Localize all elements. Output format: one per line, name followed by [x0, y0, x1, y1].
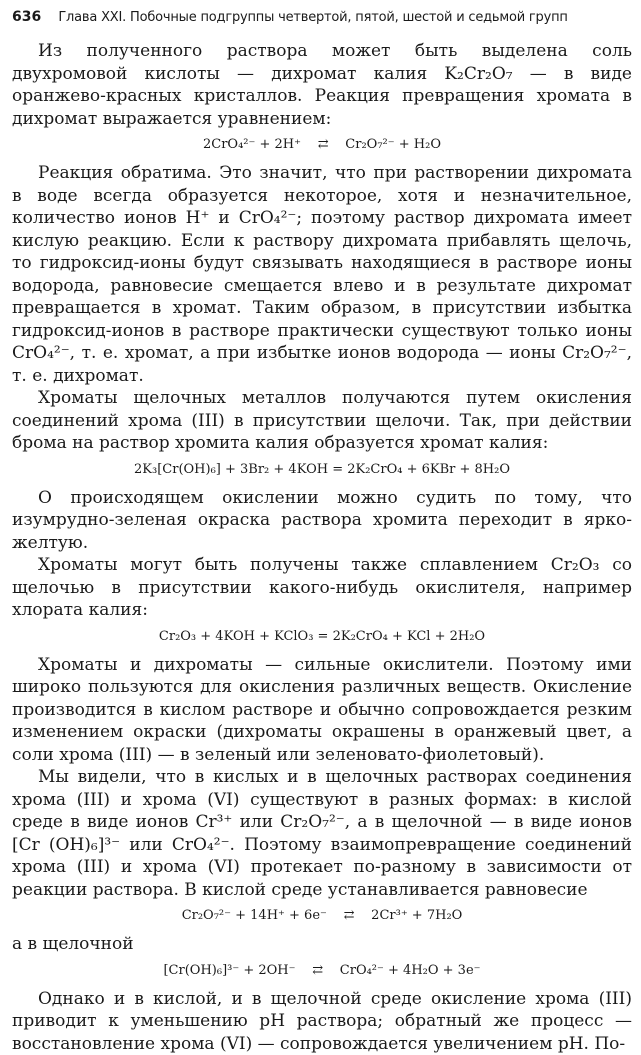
paragraph-1: Из полученного раствора может быть выделена соль двухромовой кислоты — дихромат калия K₂Cr₂O₇ — в виде оранжево-красных кристаллов. Реакция превращения хромата в дихромат выражается уравнением: — [12, 40, 632, 130]
paragraph-8: а в щелочной — [12, 933, 632, 956]
equation-1 — [12, 134, 632, 156]
equation-2: 2K₃[Cr(OH)₆] + 3Br₂ + 4KOH = 2K₂CrO₄ + 6KBr + 8H₂O — [12, 459, 632, 481]
paragraph-3: Хроматы щелочных металлов получаются путем окисления соединений хрома (III) в присутствии щелочи. Так, при действии брома на раствор хромита калия образуется хромат калия: — [12, 387, 632, 455]
equation-5 — [12, 960, 632, 982]
paragraph-4: О происходящем окислении можно судить по тому, что изумрудно-зеленая окраска раствора хромита переходит в ярко-желтую. — [12, 487, 632, 555]
equation-5-right: CrO₄²⁻ + 4H₂O + 3e⁻ — [340, 963, 481, 978]
equation-4 — [12, 905, 632, 927]
equation-4-right: 2Cr³⁺ + 7H₂O — [371, 908, 462, 923]
paragraph-7: Мы видели, что в кислых и в щелочных растворах соединения хрома (III) и хрома (VI) существуют в разных формах: в кислой среде в виде ионов Cr³⁺ или Cr₂O₇²⁻, а в щелочной — в виде ионов [Cr (OH)₆]³⁻ или CrO₄²⁻. Поэтому взаимопревращение соединений хрома (III) и хрома (VI) протекает по-разному в зависимости от реакции раствора. В кислой среде устанавливается равновесие — [12, 766, 632, 901]
equilibrium-arrow-icon: ⇄ — [300, 960, 336, 982]
paragraph-9: Однако и в кислой, и в щелочной среде окисление хрома (III) приводит к уменьшению pH раствора; обратный же процесс — восстановление хрома (VI) — сопровождается увеличением pH. По- — [12, 988, 632, 1055]
equation-3: Cr₂O₃ + 4KOH + KClO₃ = 2K₂CrO₄ + KCl + 2H₂O — [12, 626, 632, 648]
page-header — [12, 6, 634, 30]
equation-5-left: [Cr(OH)₆]³⁻ + 2OH⁻ — [163, 963, 295, 978]
equation-1-right: Cr₂O₇²⁻ + H₂O — [345, 137, 441, 152]
equation-4-left: Cr₂O₇²⁻ + 14H⁺ + 6e⁻ — [182, 908, 327, 923]
equilibrium-arrow-icon: ⇄ — [305, 134, 341, 156]
equation-1-left: 2CrO₄²⁻ + 2H⁺ — [203, 137, 301, 152]
equilibrium-arrow-icon: ⇄ — [331, 905, 367, 927]
page-body — [12, 40, 632, 1055]
running-title: Глава XXI. Побочные подгруппы четвертой, пятой, шестой и седьмой групп — [58, 10, 567, 25]
paragraph-5: Хроматы могут быть получены также сплавлением Cr₂O₃ со щелочью в присутствии какого-нибудь окислителя, например хлората калия: — [12, 554, 632, 622]
page-number: 636 — [12, 9, 41, 25]
paragraph-6: Хроматы и дихроматы — сильные окислители. Поэтому ими широко пользуются для окисления различных веществ. Окисление производится в кислом растворе и обычно сопровождается резким изменением окраски (дихроматы окрашены в оранжевый цвет, а соли хрома (III) — в зеленый или зеленовато-фиолетовый). — [12, 654, 632, 767]
paragraph-2: Реакция обратима. Это значит, что при растворении дихромата в воде всегда образуется некоторое, хотя и незначительное, количество ионов H⁺ и CrO₄²⁻; поэтому раствор дихромата имеет кислую реакцию. Если к раствору дихромата прибавлять щелочь, то гидроксид-ионы будут связывать находящиеся в растворе ионы водорода, равновесие смещается влево и в результате дихромат превращается в хромат. Таким образом, в присутствии избытка гидроксид-ионов в растворе практически существуют только ионы CrO₄²⁻, т. е. хромат, а при избытке ионов водорода — ионы Cr₂O₇²⁻, т. е. дихромат. — [12, 162, 632, 387]
